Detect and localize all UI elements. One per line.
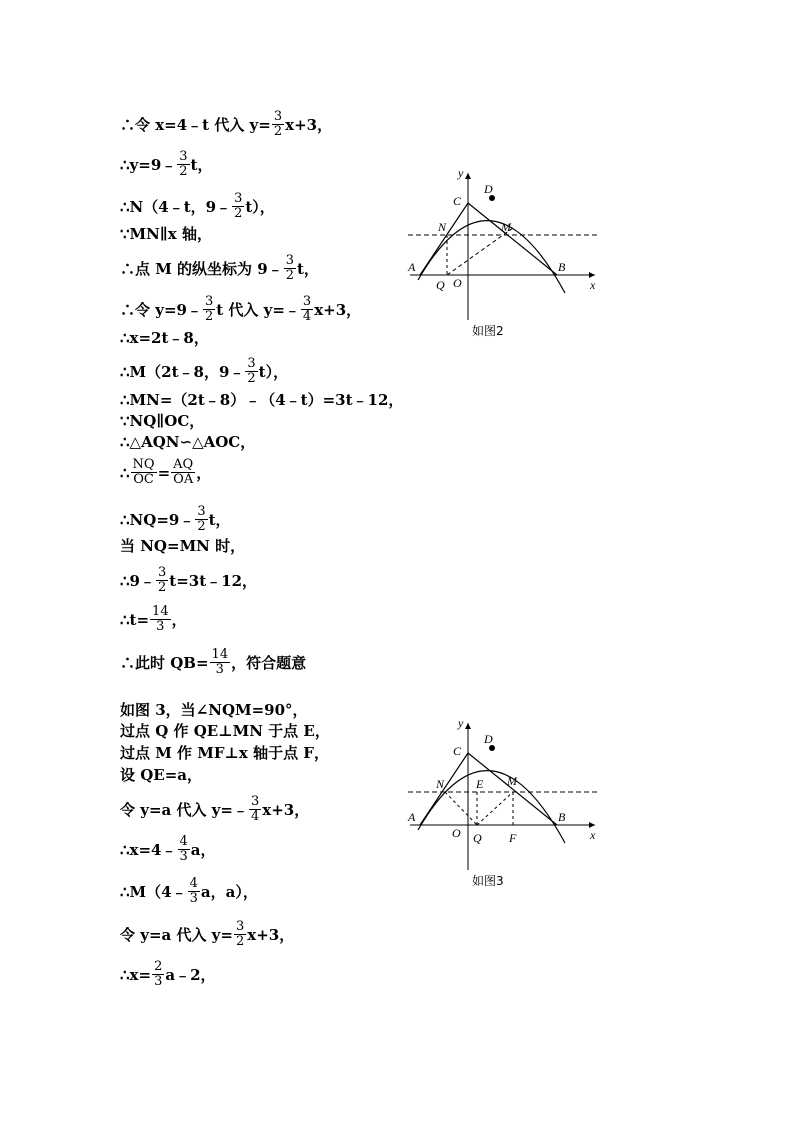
text-line <box>120 432 255 451</box>
text-line <box>120 192 275 221</box>
text-segment: ，符合题意 <box>231 653 307 672</box>
text-segment: ∴MN=（2t﹣8）﹣（4﹣t）=3t﹣12， <box>120 391 404 409</box>
fraction-numerator: 3 <box>197 504 206 519</box>
text-segment: ∴△AQN∽△AOC， <box>120 433 256 451</box>
figure-2-caption: 如图2 <box>472 324 504 338</box>
text-segment: 令 y=a 代入 y= <box>120 925 233 944</box>
text-segment: x+3， <box>247 925 295 944</box>
text-segment: ∴M（2t﹣8，9﹣ <box>120 362 245 381</box>
fraction-denominator: 2 <box>234 206 243 221</box>
fraction <box>171 458 195 487</box>
text-line <box>120 295 361 324</box>
fig3-label-y: y <box>458 716 464 730</box>
text-segment: t=3t﹣12， <box>169 571 258 590</box>
fig2-label-q: Q <box>436 278 445 292</box>
text-line <box>120 835 216 864</box>
fig3-label-e: E <box>476 777 484 791</box>
text-segment: a，a）， <box>200 882 258 901</box>
fig3-label-b: B <box>558 810 566 824</box>
fig2-label-m: M <box>501 220 511 234</box>
text-segment: ∴x= <box>120 965 152 984</box>
text-line <box>120 458 211 487</box>
fraction-numerator: 3 <box>235 919 245 934</box>
text-segment: 设 QE=a， <box>120 766 203 784</box>
text-line <box>120 795 309 824</box>
text-line <box>120 765 202 784</box>
text-line <box>120 390 403 409</box>
text-line <box>120 700 308 719</box>
fraction-denominator: 2 <box>273 124 283 139</box>
fraction <box>234 920 246 949</box>
text-segment: = <box>157 463 171 482</box>
text-segment: ∴此时 QB= <box>120 653 209 672</box>
text-segment: a， <box>190 840 216 859</box>
fraction <box>245 357 257 386</box>
text-line <box>120 743 329 762</box>
text-segment: x+3， <box>314 300 362 319</box>
text-segment: t 代入 y=﹣ <box>216 300 300 319</box>
fig3-label-n: N <box>436 777 445 791</box>
fraction <box>131 458 157 487</box>
fraction-denominator: 4 <box>302 309 312 324</box>
text-line <box>120 877 258 906</box>
fraction <box>188 877 200 906</box>
fraction <box>150 605 171 634</box>
fraction <box>178 835 190 864</box>
fraction-denominator: 4 <box>250 809 260 824</box>
fraction-numerator: 4 <box>179 834 188 849</box>
figure-3 <box>400 715 605 875</box>
text-segment: ∴t= <box>120 610 150 629</box>
text-segment: t）， <box>258 362 289 381</box>
text-segment: ∴y=9﹣ <box>120 155 177 174</box>
fraction-numerator: 14 <box>152 604 169 619</box>
fraction-denominator: 3 <box>189 891 198 906</box>
text-segment: t）， <box>245 197 275 216</box>
figure-2 <box>400 165 605 325</box>
text-line <box>120 224 212 243</box>
fraction-numerator: 3 <box>273 109 283 124</box>
fraction-denominator: 2 <box>179 164 188 179</box>
fraction <box>152 960 164 989</box>
text-segment: ， <box>196 463 212 482</box>
fraction-numerator: 3 <box>302 294 312 309</box>
text-segment: ∴N（4﹣t，9﹣ <box>120 197 232 216</box>
fraction-denominator: 2 <box>157 580 167 595</box>
fraction <box>195 505 207 534</box>
fraction-numerator: 3 <box>285 253 294 268</box>
text-line <box>120 254 319 283</box>
text-segment: ∴x=2t﹣8， <box>120 329 209 347</box>
fraction-denominator: 2 <box>235 934 245 949</box>
text-line <box>120 920 294 949</box>
fig3-label-d: D <box>484 732 493 746</box>
fraction-denominator: 3 <box>156 619 165 634</box>
fig3-label-m: M <box>507 774 517 788</box>
text-line <box>120 566 257 595</box>
text-line <box>120 505 231 534</box>
text-segment: t， <box>297 259 319 278</box>
text-segment: ， <box>171 610 187 629</box>
fraction-numerator: 3 <box>157 565 167 580</box>
text-line <box>120 411 204 430</box>
fig2-label-o: O <box>453 276 462 290</box>
text-segment: ∴令 y=9﹣ <box>120 300 202 319</box>
fig2-label-y: y <box>458 166 464 180</box>
fig3-label-a: A <box>408 810 416 824</box>
text-segment: x+3， <box>285 115 333 134</box>
text-segment: ∴ <box>120 463 130 482</box>
figure-3-caption: 如图3 <box>472 874 504 888</box>
fraction <box>156 566 168 595</box>
text-segment: t， <box>208 510 231 529</box>
fig3-label-o: O <box>452 826 461 840</box>
fraction-numerator: 14 <box>211 647 229 662</box>
fraction-denominator: OC <box>133 472 154 487</box>
text-segment: x+3， <box>262 800 310 819</box>
fraction-numerator: NQ <box>132 457 155 472</box>
fraction <box>203 295 215 324</box>
fraction-denominator: OA <box>173 472 194 487</box>
fraction <box>210 648 231 677</box>
fig2-label-d: D <box>484 182 493 196</box>
text-segment: a﹣2， <box>165 965 216 984</box>
fraction-numerator: 3 <box>247 356 256 371</box>
fraction-numerator: 4 <box>189 876 198 891</box>
fraction <box>301 295 313 324</box>
text-segment: 过点 Q 作 QE⊥MN 于点 E， <box>120 722 330 740</box>
fraction-numerator: 2 <box>154 959 163 974</box>
fig3-label-f: F <box>509 831 517 845</box>
fraction-denominator: 3 <box>154 974 163 989</box>
text-segment: t， <box>190 155 213 174</box>
fraction-numerator: 3 <box>250 794 260 809</box>
fig2-label-a: A <box>408 260 416 274</box>
text-line <box>120 357 288 386</box>
fraction <box>232 192 244 221</box>
text-segment: ∴令 x=4﹣t 代入 y= <box>120 115 271 134</box>
text-line <box>120 328 209 347</box>
fig3-label-q: Q <box>473 831 482 845</box>
fig2-label-x: x <box>590 278 596 292</box>
fig3-label-c: C <box>453 744 462 758</box>
fig3-label-x: x <box>590 828 596 842</box>
text-line <box>120 150 212 179</box>
text-segment: ∴M（4﹣ <box>120 882 187 901</box>
fraction-denominator: 2 <box>247 371 256 386</box>
text-segment: ∴NQ=9﹣ <box>120 510 195 529</box>
fraction-denominator: 3 <box>179 849 188 864</box>
fig2-label-n: N <box>438 220 447 234</box>
fraction-denominator: 3 <box>215 662 224 677</box>
fraction-numerator: 3 <box>179 149 188 164</box>
fraction-denominator: 2 <box>197 519 206 534</box>
fig2-label-b: B <box>558 260 566 274</box>
fraction-denominator: 2 <box>285 268 294 283</box>
text-segment: ∴9﹣ <box>120 571 155 590</box>
text-segment: ∴x=4﹣ <box>120 840 177 859</box>
text-line <box>120 648 306 677</box>
fraction-denominator: 2 <box>204 309 214 324</box>
fraction-numerator: AQ <box>173 457 194 472</box>
fraction <box>249 795 261 824</box>
text-segment: 如图 3，当∠NQM=90°， <box>120 701 308 719</box>
text-segment: 当 NQ=MN 时， <box>120 537 246 555</box>
text-segment: ∵MN∥x 轴， <box>120 225 212 243</box>
fraction-numerator: 3 <box>234 191 243 206</box>
fraction-numerator: 3 <box>204 294 214 309</box>
fraction <box>284 254 296 283</box>
fig2-label-c: C <box>453 194 462 208</box>
text-line <box>120 110 332 139</box>
text-segment: ∴点 M 的纵坐标为 9﹣ <box>120 259 283 278</box>
text-segment: 令 y=a 代入 y=﹣ <box>120 800 248 819</box>
fraction <box>272 110 284 139</box>
text-segment: ∵NQ∥OC， <box>120 412 205 430</box>
text-line <box>120 721 330 740</box>
fraction <box>177 150 189 179</box>
text-segment: 过点 M 作 MF⊥x 轴于点 F， <box>120 744 329 762</box>
text-line <box>120 605 187 634</box>
text-line <box>120 536 245 555</box>
text-line <box>120 960 216 989</box>
